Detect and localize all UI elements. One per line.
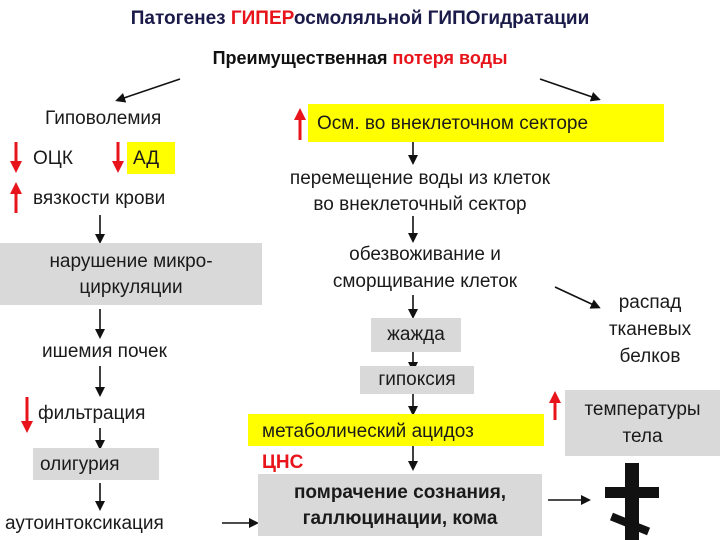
osmolality-label: Осм. во внеклеточном секторе: [317, 113, 589, 134]
protein-breakdown-label-3: белков: [619, 346, 681, 367]
up-arrow-icon: [549, 391, 561, 420]
title-part2: ГИПЕР: [230, 8, 294, 29]
microcirculation-label-2: циркуляции: [79, 277, 183, 298]
bp-label: АД: [133, 148, 160, 169]
cns-label: ЦНС: [262, 452, 304, 473]
confusion-label-2: галлюцинации, кома: [302, 508, 498, 529]
dehydration-label-1: обезвоживание и: [349, 244, 501, 265]
hypoxia-label: гипоксия: [378, 369, 456, 390]
death-cross-icon: [605, 463, 659, 540]
down-arrow-icon: [112, 142, 124, 173]
temperature-label-2: тела: [622, 426, 663, 447]
arrow-to-hypovolemia: [118, 79, 180, 100]
water-movement-label-1: перемещение воды из клеток: [289, 168, 551, 189]
protein-breakdown-label-1: распад: [618, 292, 682, 313]
water-movement-label-2: во внеклеточный сектор: [313, 194, 527, 215]
thirst-label: жажда: [387, 324, 445, 345]
filtration-label: фильтрация: [38, 403, 146, 424]
arrow-to-osm: [540, 79, 598, 99]
down-arrow-icon: [10, 142, 22, 173]
down-arrow-icon: [21, 397, 33, 433]
viscosity-label: вязкости крови: [33, 188, 166, 209]
microcirculation-label-1: нарушение микро-: [49, 251, 213, 272]
bcv-label: ОЦК: [33, 148, 73, 169]
up-arrow-icon: [10, 182, 22, 213]
autointoxication-label: аутоинтоксикация: [5, 513, 164, 534]
protein-breakdown-label-2: тканевых: [608, 319, 692, 340]
confusion-label-1: помрачение сознания,: [293, 482, 507, 503]
subtitle-part2: потеря воды: [392, 48, 508, 68]
oliguria-label: олигурия: [40, 454, 120, 475]
hypovolemia-label: Гиповолемия: [45, 108, 162, 129]
title-part1: Патогенез: [130, 8, 231, 29]
up-arrow-icon: [294, 108, 306, 140]
acidosis-label: метаболический ацидоз: [262, 421, 474, 442]
title-part3: осмоляльной ГИПОгидратации: [293, 8, 590, 29]
subtitle-part1: Преимущественная: [212, 48, 393, 68]
temperature-label-1: температуры: [584, 399, 701, 420]
dehydration-label-2: сморщивание клеток: [332, 271, 518, 292]
renal-ischemia-label: ишемия почек: [42, 341, 167, 362]
